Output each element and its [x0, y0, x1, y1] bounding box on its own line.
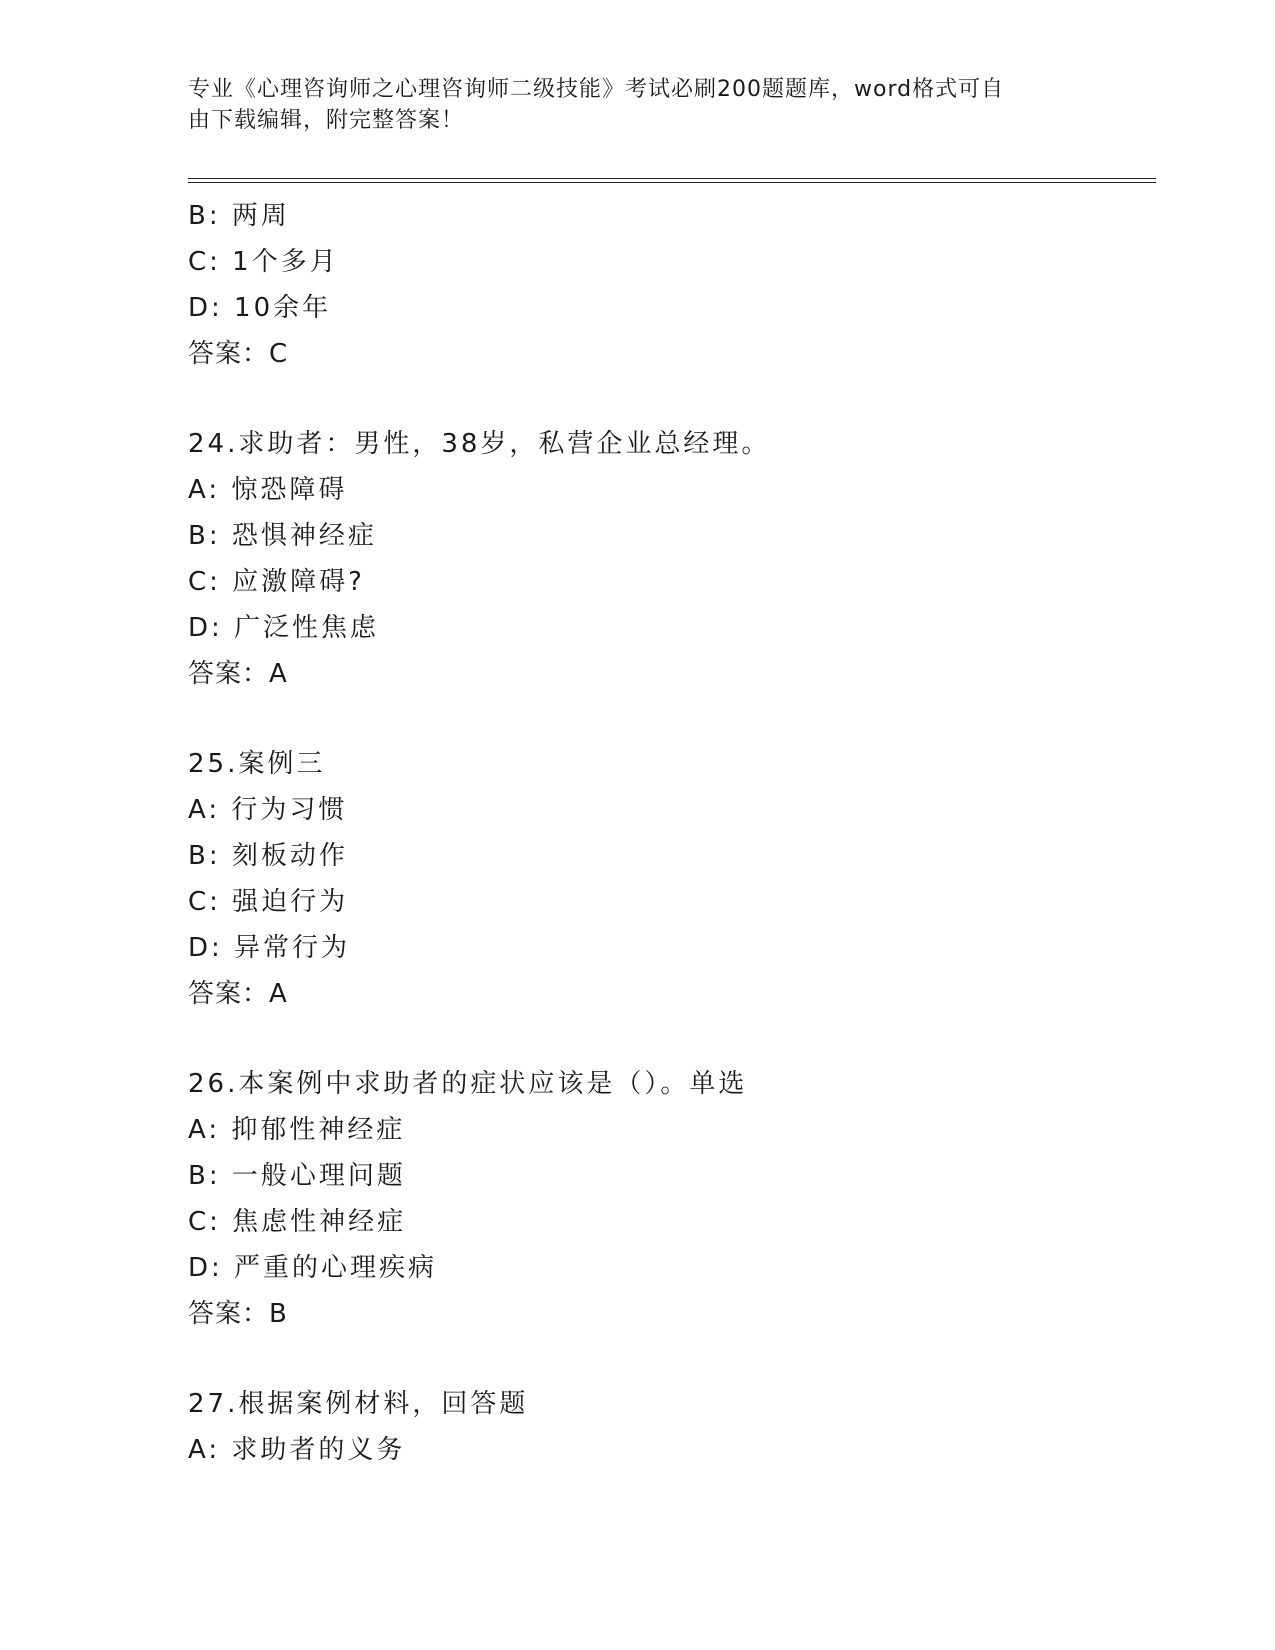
- question-stem: 27.根据案例材料，回答题: [188, 1389, 529, 1419]
- option-a: A: 惊恐障碍: [188, 475, 348, 505]
- option-d: D: 广泛性焦虑: [188, 613, 380, 643]
- option-c: C: 焦虑性神经症: [188, 1207, 407, 1237]
- answer-line: 答案：B: [188, 1299, 288, 1329]
- question-stem: 24.求助者：男性，38岁，私营企业总经理。: [188, 429, 771, 459]
- option-b: B: 刻板动作: [188, 841, 348, 871]
- answer-line: 答案：C: [188, 339, 289, 369]
- question-stem: 25.案例三: [188, 749, 326, 779]
- answer-line: 答案：A: [188, 979, 288, 1009]
- option-c: C: 强迫行为: [188, 887, 349, 917]
- option-a: A: 行为习惯: [188, 795, 348, 825]
- question-stem: 26.本案例中求助者的症状应该是（）。单选: [188, 1069, 748, 1099]
- option-d: D: 10余年: [188, 293, 332, 323]
- question-24: [188, 421, 1156, 697]
- option-b: B: 一般心理问题: [188, 1161, 406, 1191]
- option-c: C: 1个多月: [188, 247, 339, 277]
- option-c: C: 应激障碍?: [188, 567, 365, 597]
- option-b: B: 两周: [188, 201, 290, 231]
- option-a: A: 抑郁性神经症: [188, 1115, 406, 1145]
- header-double-rule: [188, 178, 1156, 183]
- question-26: [188, 1061, 1156, 1337]
- answer-line: 答案：A: [188, 659, 288, 689]
- option-b: B: 恐惧神经症: [188, 521, 377, 551]
- document-header: [188, 74, 1088, 136]
- option-d: D: 严重的心理疾病: [188, 1253, 438, 1283]
- question-continuation: [188, 193, 1156, 377]
- header-line-2: 由下载编辑，附完整答案！: [188, 108, 465, 133]
- header-line-1: 专业《心理咨询师之心理咨询师二级技能》考试必刷200题题库，word格式可自: [188, 77, 1005, 102]
- question-25: [188, 741, 1156, 1017]
- question-list: [188, 193, 1156, 1473]
- question-27: [188, 1381, 1156, 1473]
- option-a: A: 求助者的义务: [188, 1435, 406, 1465]
- option-d: D: 异常行为: [188, 933, 351, 963]
